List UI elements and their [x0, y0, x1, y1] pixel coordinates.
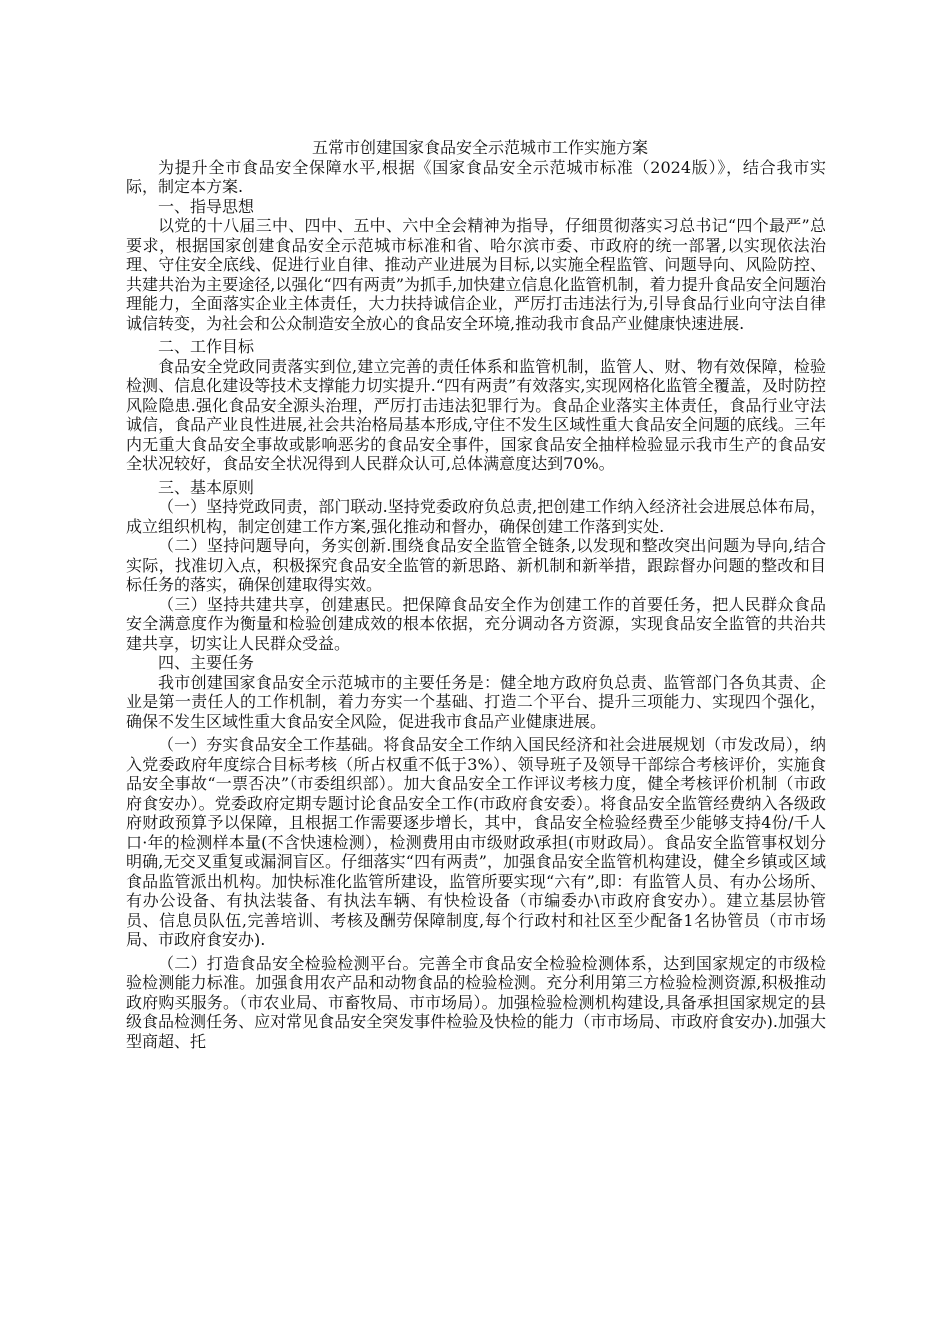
task-paragraph-2: （二）打造食品安全检验检测平台。完善全市食品安全检验检测体系，达到国家规定的市级检验检测能力标准。加强食用农产品和动物食品的检验检测。充分利用第三方检验检测资源,积极推动政府购买服务。（市农业局、市畜牧局、市市场局）。加强检验检测机构建设,具备承担国家规定的县级食品检测任务、应对常见食品安全突发事件检验及快检的能力（市市场局、市政府食安办).加强大型商超、托: [126, 953, 826, 1051]
main-tasks-paragraph: 我市创建国家食品安全示范城市的主要任务是：健全地方政府负总责、监管部门各负其责、企业是第一责任人的工作机制，着力夯实一个基础、打造二个平台、提升三项能力、实现四个强化，确保不发生区域性重大食品安全风险，促进我市食品产业健康进展。: [126, 672, 826, 731]
section-heading-main-tasks: 四、主要任务: [158, 653, 255, 672]
guiding-ideology-paragraph: 以党的十八届三中、四中、五中、六中全会精神为指导，仔细贯彻落实习总书记“四个最严”总要求，根据国家创建食品安全示范城市标准和省、哈尔滨市委、市政府的统一部署,以实现依法治理、守住安全底线、促进行业自律、推动产业进展为目标,以实施全程监管、问题导向、风险防控、共建共治为主要途径,以强化“四有两责”为抓手,加快建立信息化监管机制，着力提升食品安全问题治理能力，全面落实企业主体责任，大力扶持诚信企业，严厉打击违法行为,引导食品行业向守法自律诚信转变，为社会和公众制造安全放心的食品安全环境,推动我市食品产业健康快速进展.: [126, 216, 826, 333]
task-paragraph-1: （一）夯实食品安全工作基础。将食品安全工作纳入国民经济和社会进展规划（市发改局），纳入党委政府年度综合目标考核（所占权重不低于3%）、领导班子及领导干部综合考核评价，实施食品安全事故“一票否决”（市委组织部）。加大食品安全工作评议考核力度，健全考核评价机制（市政府食安办）。党委政府定期专题讨论食品安全工作(市政府食安委）。将食品安全监管经费纳入各级政府财政预算予以保障，且根据工作需要逐步增长，其中，食品安全检验经费至少能够支持4份/千人口·年的检测样本量(不含快速检测），检测费用由市级财政承担(市财政局）。食品安全监管事权划分明确,无交叉重复或漏洞盲区。仔细落实“四有两责”，加强食品安全监管机构建设，健全乡镇或区域食品监管派出机构。加快标准化监管所建设，监管所要实现“六有”,即：有监管人员、有办公场所、有办公设备、有执法装备、有执法车辆、有快检设备（市编委办\市政府食安办）。建立基层协管员、信息员队伍,完善培训、考核及酬劳保障制度,每个行政村和社区至少配备1名协管员（市市场局、市政府食安办).: [126, 735, 826, 949]
section-heading-guiding-ideology: 一、指导思想: [158, 196, 255, 216]
section-heading-basic-principles: 三、基本原则: [158, 477, 255, 497]
principle-paragraph-1: （一）坚持党政同责，部门联动.坚持党委政府负总责,把创建工作纳入经济社会进展总体布局，成立组织机构，制定创建工作方案,强化推动和督办，确保创建工作落到实处.: [126, 497, 826, 536]
document-title: 五常市创建国家食品安全示范城市工作实施方案: [311, 138, 648, 157]
principle-paragraph-2: （二）坚持问题导向，务实创新.围绕食品安全监管全链条,以发现和整改突出问题为导向,结合实际，找准切入点，积极探究食品安全监管的新思路、新机制和新举措，跟踪督办问题的整改和目标任务的落实，确保创建取得实效。: [126, 536, 826, 594]
document-body: [126, 138, 826, 1051]
work-goals-paragraph: 食品安全党政同责落实到位,建立完善的责任体系和监管机制，监管人、财、物有效保障，检验检测、信息化建设等技术支撑能力切实提升.“四有两责”有效落实,实现网格化监管全覆盖，及时防控风险隐患.强化食品安全源头治理，严厉打击违法犯罪行为。食品企业落实主体责任，食品行业守法诚信，食品产业良性进展,社会共治格局基本形成,守住不发生区域性重大食品安全问题的底线。三年内无重大食品安全事故或影响恶劣的食品安全事件，国家食品安全抽样检验显示我市生产的食品安全状况较好，食品安全状况得到人民群众认可,总体满意度达到70%。: [126, 356, 826, 473]
principle-paragraph-3: （三）坚持共建共享，创建惠民。把保障食品安全作为创建工作的首要任务，把人民群众食品安全满意度作为衡量和检验创建成效的根本依据，充分调动各方资源，实现食品安全监管的共治共建共享，切实让人民群众受益。: [126, 594, 826, 653]
section-heading-work-goals: 二、工作目标: [158, 337, 255, 356]
intro-paragraph: 为提升全市食品安全保障水平,根据《国家食品安全示范城市标准（2024版）》，结合我市实际，制定本方案.: [126, 157, 826, 196]
